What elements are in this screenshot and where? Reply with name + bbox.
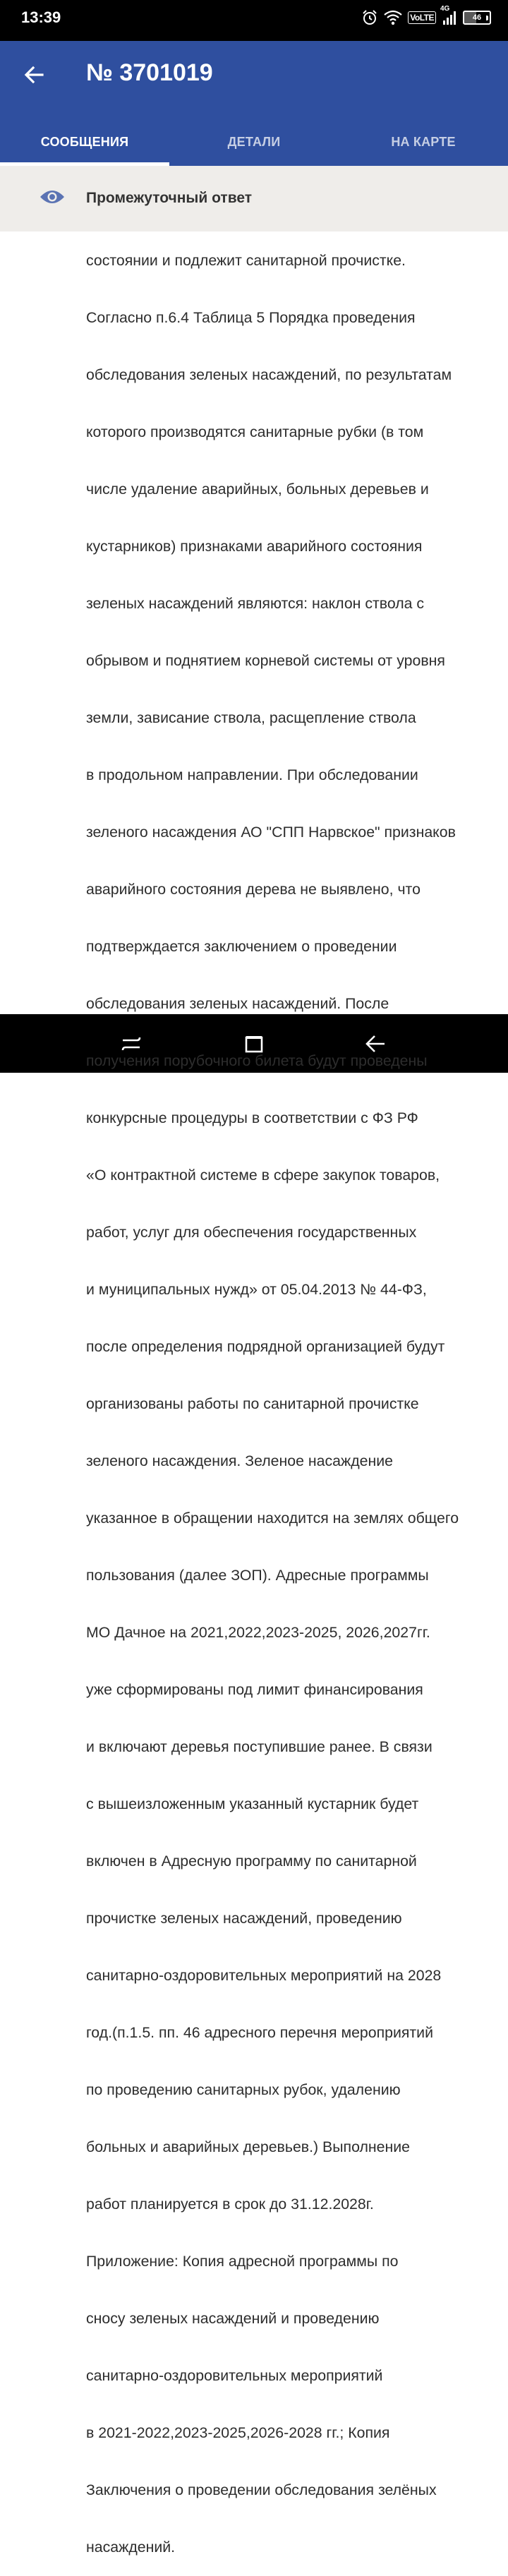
message-body — [86, 213, 502, 2576]
message-line: указанное в обращении находится на землях общего — [86, 1510, 459, 1527]
message-line: обследования зеленых насаждений. После — [86, 995, 389, 1012]
message-line: санитарно-оздоровительных мероприятий — [86, 2367, 383, 2384]
message-line: получения порубочного билета будут проведены — [86, 1052, 428, 1069]
message-line: Согласно п.6.4 Таблица 5 Порядка проведения — [86, 309, 416, 326]
tab-details[interactable] — [169, 119, 339, 166]
message-line: подтверждается заключением о проведении — [86, 938, 397, 955]
signal-4g-icon — [440, 5, 457, 26]
message-line: конкурсные процедуры в соответствии с ФЗ РФ — [86, 1109, 418, 1126]
message-line: по проведению санитарных рубок, удалению — [86, 2081, 401, 2098]
message-line: после определения подрядной организацией будут — [86, 1338, 445, 1355]
message-line: санитарно-оздоровительных мероприятий на 2028 — [86, 1967, 442, 1984]
network-label: 4G — [440, 5, 450, 13]
tab-messages-label: СООБЩЕНИЯ — [40, 135, 129, 149]
message-line: сносу зеленых насаждений и проведению — [86, 2310, 380, 2327]
battery-level: 46 — [472, 13, 482, 22]
message-line: включен в Адресную программу по санитарной — [86, 1853, 417, 1870]
tab-map-label: НА КАРТЕ — [391, 135, 456, 149]
message-line: насаждений. — [86, 2539, 176, 2556]
battery-icon — [463, 11, 488, 25]
message-line: и включают деревья поступившие ранее. В связи — [86, 1738, 433, 1755]
message-line: состоянии и подлежит санитарной прочистке. — [86, 252, 406, 269]
message-line: МО Дачное на 2021,2022,2023-2025, 2026,2027гг. — [86, 1624, 430, 1641]
message-line: работ, услуг для обеспечения государственных — [86, 1224, 417, 1241]
message-line: с вышеизложенным указанный кустарник будет — [86, 1795, 419, 1812]
wifi-icon — [384, 10, 402, 25]
message-line: кустарников) признаками аварийного состояния — [86, 538, 423, 555]
app-bar — [0, 41, 508, 166]
message-line: числе удаление аварийных, больных деревьев и — [86, 481, 429, 498]
message-line: Приложение: Копия адресной программы по — [86, 2253, 399, 2270]
alarm-icon — [361, 9, 378, 26]
message-line: больных и аварийных деревьев.) Выполнение — [86, 2138, 410, 2155]
message-line: уже сформированы под лимит финансирования — [86, 1681, 423, 1698]
message-line: в 2021-2022,2023-2025,2026-2028 гг.; Копия — [86, 2424, 390, 2441]
message-line: обследования зеленых насаждений, по результатам — [86, 366, 452, 383]
message-line: земли, зависание ствола, расщепление ствола — [86, 709, 416, 726]
message-title: Промежуточный ответ — [86, 190, 253, 206]
message-line: зеленого насаждения. Зеленое насаждение — [86, 1452, 393, 1469]
tab-messages[interactable] — [0, 119, 169, 166]
message-line: в продольном направлении. При обследовании — [86, 766, 418, 783]
tab-map[interactable] — [339, 119, 508, 166]
back-button[interactable] — [20, 61, 48, 89]
message-line: прочистке зеленых насаждений, проведению — [86, 1910, 402, 1927]
message-line: работ планируется в срок до 31.12.2028г. — [86, 2196, 374, 2213]
back-arrow-icon — [23, 64, 44, 85]
message-header[interactable] — [0, 166, 508, 231]
page-title: № 3701019 — [86, 59, 213, 86]
message-line: аварийного состояния дерева не выявлено, что — [86, 881, 421, 898]
tab-details-label: ДЕТАЛИ — [227, 135, 281, 149]
status-icons — [361, 5, 488, 27]
message-line: год.(п.1.5. пп. 46 адресного перечня мероприятий — [86, 2024, 433, 2041]
message-line: зеленых насаждений являются: наклон ствола с — [86, 595, 425, 612]
message-line: организованы работы по санитарной прочистке — [86, 1395, 419, 1412]
status-time: 13:39 — [21, 8, 61, 26]
message-line: и муниципальных нужд» от 05.04.2013 № 44-ФЗ, — [86, 1281, 427, 1298]
message-line: пользования (далее ЗОП). Адресные программы — [86, 1567, 429, 1584]
message-line: зеленого насаждения АО "СПП Нарвское" признаков — [86, 824, 456, 841]
message-line: которого производятся санитарные рубки (в том — [86, 423, 424, 440]
message-line: «О контрактной системе в сфере закупок товаров, — [86, 1167, 440, 1184]
message-line: обрывом и поднятием корневой системы от уровня — [86, 652, 445, 669]
message-line: Заключения о проведении обследования зелёных — [86, 2481, 437, 2498]
tab-bar — [0, 119, 508, 166]
status-bar — [0, 0, 508, 41]
eye-icon — [40, 188, 65, 209]
volte-icon: VoLTE — [408, 11, 436, 24]
